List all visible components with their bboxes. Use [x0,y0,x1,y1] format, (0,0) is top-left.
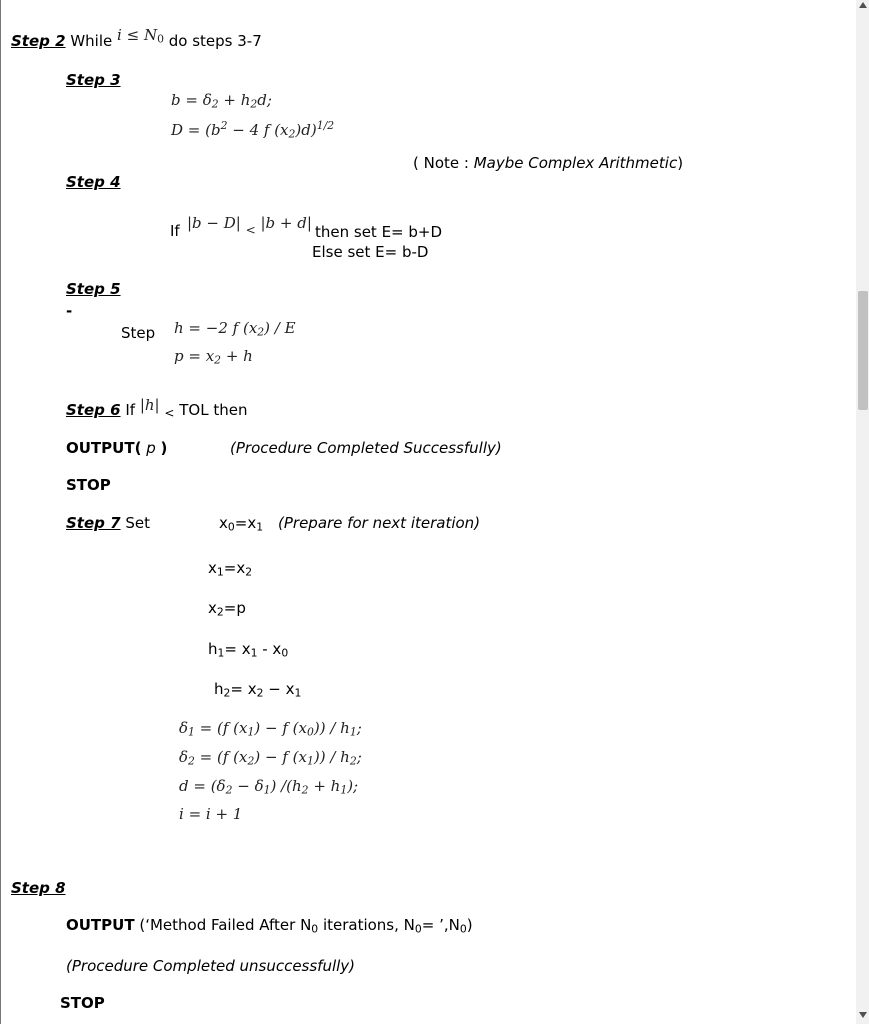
vertical-scrollbar[interactable] [856,0,869,1024]
scroll-up-arrow-icon[interactable] [859,2,867,8]
step5-h-formula: h = −2 f $(x_2)$ / E [174,319,296,339]
step8-label: Step 8 [11,879,66,897]
step7-assign-h1: $h_1= x_1 - x_0$ [208,640,289,660]
step7-line: Step 7 Set [66,514,150,532]
step7-assign-x0: $x_0=x_1$ [219,514,264,534]
step4-condition: |b − D| $_<$ |b + d| [187,214,312,237]
step8-output: OUTPUT (‘Method Failed After $N_0$ iterations, $N_0=$ $’,N_0$) [66,916,473,936]
step4-if: If [170,222,180,240]
step3-b-formula: $b = \delta_2 + h_2d$; [171,91,272,111]
step5-label: Step 5 [66,280,121,298]
step7-note: (Prepare for next iteration) [278,514,481,532]
step6-output: OUTPUT( p ) [66,439,168,457]
step6-output-note: (Procedure Completed Successfully) [230,439,502,457]
scroll-down-arrow-icon[interactable] [859,1012,867,1018]
step7-assign-h2: $h_2= x_2 - x_1$ [214,680,302,700]
step7-label: Step 7 [66,514,121,532]
step7-d-formula: $d = (\delta_2 - \delta_1) /(h_2 + h_1)$; [179,777,359,797]
step2-line [11,26,262,52]
step7-assign-x2: $x_2=p$ [208,599,246,619]
step2-rest: do steps 3-7 [168,32,262,50]
step2-label: Step 2 [11,32,66,50]
step4-else: Else set E= b-D [312,243,429,261]
step3-note: ( Note : Maybe Complex Arithmetic) [413,154,684,172]
step8-stop: STOP [60,994,105,1012]
step7-delta1-formula: $\delta_1 = (f$ $(x_1) - f$ $(x_0)) / h_1$; [179,719,362,739]
step4-label: Step 4 [66,173,121,191]
step7-delta2-formula: $\delta_2 = (f$ $(x_2) - f$ $(x_1)) / h_2$; [179,748,362,768]
step3-label: Step 3 [66,71,121,89]
step6-line: Step 6 If |h| < TOL then [66,396,248,420]
step2-while: While [70,32,113,50]
step5-p-formula: $p = x_2 + h$ [174,347,253,367]
step5-dash: - [66,302,73,320]
scrollbar-thumb[interactable] [858,291,868,410]
step6-label: Step 6 [66,401,121,419]
step5-step-word: Step [121,324,156,342]
step4-then: then set E= b+D [315,223,443,241]
step7-assign-x1: $x_1=x_2$ [208,559,253,579]
step2-condition: $i \le N_0$ [117,26,164,46]
step3-D-formula: $D = (b^2 - 4$ f $(x_2)d)^{1/2}$ [171,119,335,141]
step7-increment: i = i + 1 [179,805,243,823]
step6-stop: STOP [66,476,111,494]
step8-note: (Procedure Completed unsuccessfully) [66,957,356,975]
